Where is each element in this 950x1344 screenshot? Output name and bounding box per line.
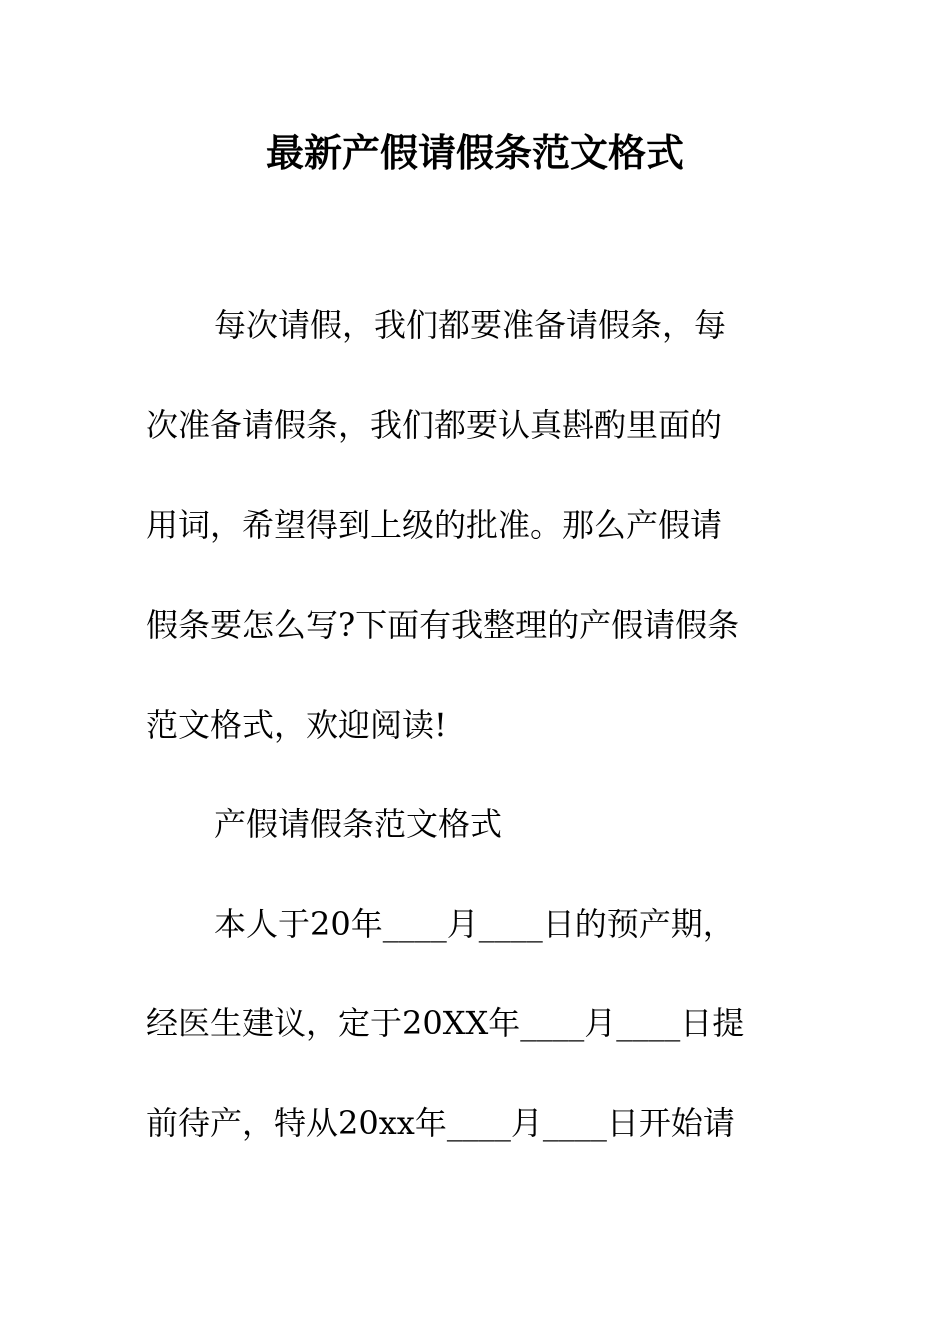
- paragraph-line: 前待产，特从20xx年____月____日开始请: [146, 1104, 735, 1142]
- paragraph-line: 经医生建议，定于20XX年____月____日提: [146, 1004, 745, 1042]
- section-heading: 产假请假条范文格式: [214, 805, 503, 843]
- document-title: 最新产假请假条范文格式: [265, 131, 684, 175]
- paragraph-line: 次准备请假条，我们都要认真斟酌里面的: [146, 406, 723, 444]
- paragraph-line: 假条要怎么写?下面有我整理的产假请假条: [146, 606, 740, 644]
- paragraph-line: 每次请假，我们都要准备请假条，每: [214, 306, 727, 344]
- paragraph-line: 范文格式，欢迎阅读!: [146, 706, 447, 744]
- paragraph-line: 用词，希望得到上级的批准。那么产假请: [146, 506, 723, 544]
- paragraph-line: 本人于20年____月____日的预产期，: [214, 905, 735, 943]
